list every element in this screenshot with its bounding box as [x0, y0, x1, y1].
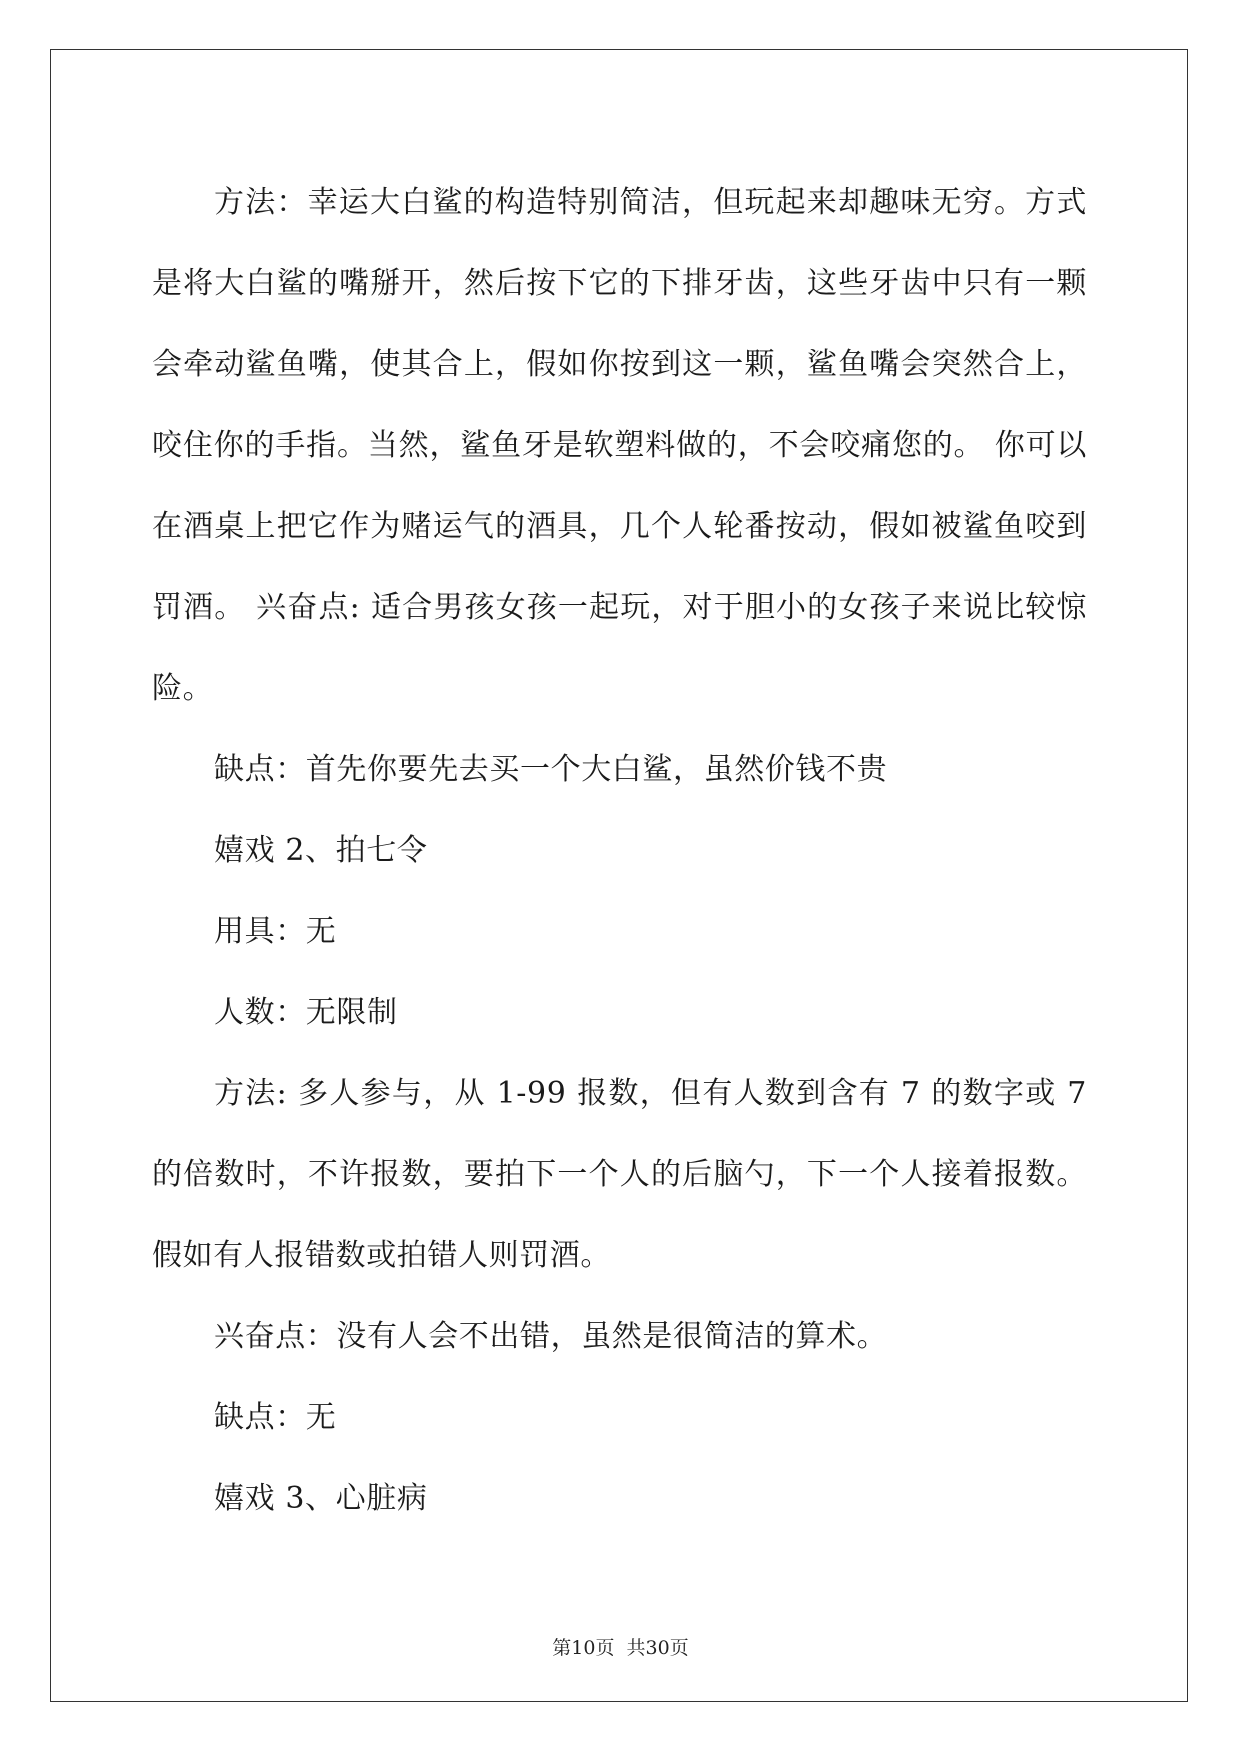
paragraph-shark-game-drawback: 缺点：首先你要先去买一个大白鲨，虽然价钱不贵 — [214, 752, 888, 787]
paragraph-shark-game-method: 方法：幸运大白鲨的构造特别简洁，但玩起来却趣味无穷。方式是将大白鲨的嘴掰开，然后按下它的下排牙齿，这些牙齿中只有一颗会牵动鲨鱼嘴，使其合上，假如你按到这一颗，鲨鱼嘴会突然合上，咬住你的手指。当然，鲨鱼牙是软塑料做的，不会咬痛您的。 你可以在酒桌上把它作为赌运气的酒具，几个人轮番按动，假如被鲨鱼咬到罚酒。 兴奋点: 适合男孩女孩一起玩，对于胆小的女孩子来说比较惊险。 — [152, 185, 1087, 706]
paragraph-game-2-highlight: 兴奋点：没有人会不出错，虽然是很简洁的算术。 — [214, 1319, 888, 1354]
page-total: 共30页 — [626, 1637, 689, 1659]
heading-game-3: 嬉戏 3、心脏病 — [214, 1481, 428, 1516]
paragraph-game-2-players: 人数：无限制 — [214, 995, 398, 1030]
heading-game-2: 嬉戏 2、拍七令 — [214, 833, 428, 868]
page-footer — [0, 1636, 1241, 1660]
page-number: 第10页 — [552, 1637, 615, 1659]
document-body — [152, 162, 1087, 1539]
paragraph-game-2-method: 方法: 多人参与，从 1-99 报数，但有人数到含有 7 的数字或 7 的倍数时，不许报数，要拍下一个人的后脑勺，下一个人接着报数。假如有人报错数或拍错人则罚酒。 — [152, 1076, 1087, 1273]
paragraph-game-2-drawback: 缺点：无 — [214, 1400, 337, 1435]
paragraph-game-2-tools: 用具：无 — [214, 914, 337, 949]
